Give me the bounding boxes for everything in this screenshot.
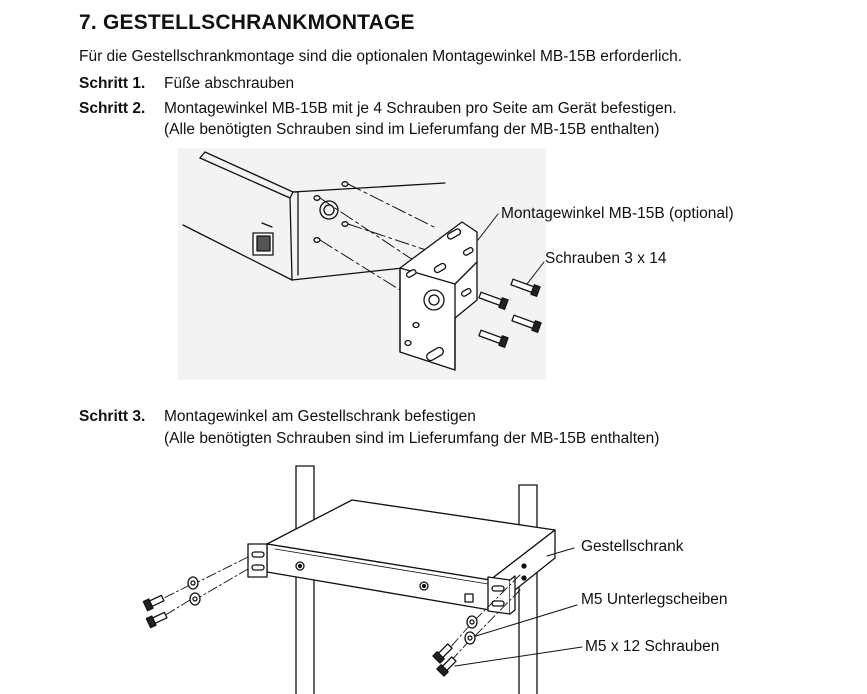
step-2-text: Montagewinkel MB-15B mit je 4 Schrauben pro Seite am Gerät befestigen. [164, 100, 677, 117]
step-1-label: Schritt 1. [79, 75, 146, 92]
step-3-text: Montagewinkel am Gestellschrank befestigen [164, 408, 476, 425]
bracket-callout: Montagewinkel MB-15B (optional) [501, 205, 734, 222]
step-2-label: Schritt 2. [79, 100, 146, 117]
washer-callout: M5 Unterlegscheiben [581, 591, 728, 608]
rack-callout: Gestellschrank [581, 538, 684, 555]
page-title: 7. GESTELLSCHRANKMONTAGE [79, 11, 415, 34]
step-3-label: Schritt 3. [79, 408, 146, 425]
step-3-note: (Alle benötigten Schrauben sind im Lieferumfang der MB-15B enthalten) [164, 430, 660, 447]
m5-screw-callout: M5 x 12 Schrauben [585, 638, 720, 655]
screw-callout: Schrauben 3 x 14 [545, 250, 667, 267]
step-1-text: Füße abschrauben [164, 75, 295, 92]
step-2-note: (Alle benötigten Schrauben sind im Lieferumfang der MB-15B enthalten) [164, 121, 660, 138]
left-bracket [248, 544, 267, 577]
intro-text: Für die Gestellschrankmontage sind die optionalen Montagewinkel MB-15B erforderlich. [79, 48, 683, 65]
